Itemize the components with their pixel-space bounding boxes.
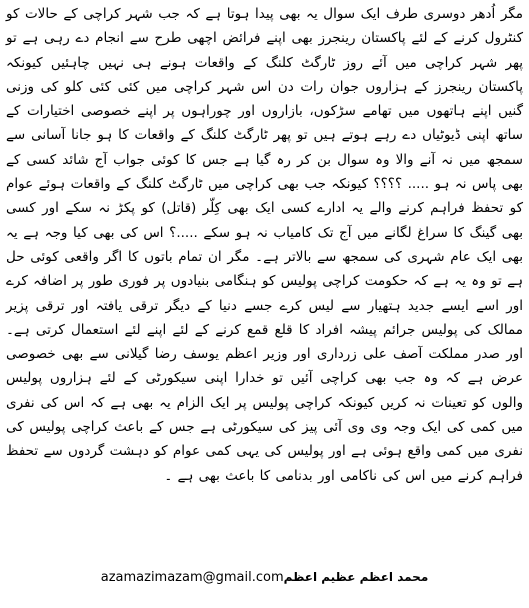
author-email: azamazimazam@gmail.com [100, 570, 284, 585]
author-signature [0, 570, 529, 585]
article-body: مگر اُدھر دوسری طرف ایک سوال یہ بھی پیدا ہوتا ہے کہ جب شہر کراچی کے حالات کو کنٹرول کرنے کے لئے پاکستان رینجرز بھی اپنے فرائض اچھی طرح سے انجام دے رہی ہے تو پھر شہر کراچی میں آئے روز ٹارگٹ کلنگ کے واقعات ہونے ہی نہیں چاہئیں کیونکہ پاکستان رینجرز کے ہزاروں جوان رات دن اس شہر کراچی میں کئی کئی کلو کی وزنی گنیں اپنے ہاتھوں میں تھامے سڑکوں، بازاروں اور چوراہوں پر اپنے خصوصی اختیارات کے ساتھ اپنی ڈیوٹیاں دے رہے ہوتے ہیں تو پھر ٹارگٹ کلنگ کے واقعات کا ہو جانا آسانی سے سمجھ میں نہ آنے والا وہ سوال بن کر رہ گیا ہے جس کا کوئی جواب آج شائد کسی کے بھی پاس نہ ہو ..... ؟؟؟؟ کیونکہ جب بھی کراچی میں ٹارگٹ کلنگ کے واقعات ہوئے عوام کو تحفظ فراہم کرنے والے یہ ادارے کسی ایک بھی کِلّر (قاتل) کو پکڑ نہ سکے اور کسی بھی گینگ کا سراغ لگانے میں آج تک کامیاب نہ ہو سکے .....؟ اس کی بھی کیا وجہ ہے یہ بھی ایک عام شہری کی سمجھ سے بالاتر ہے۔ مگر ان تمام باتوں کا اگر واقعی کوئی حل ہے تو وہ یہ ہے کہ حکومت کراچی پولیس کو ہنگامی بنیادوں پر فوری طور پر اضافہ کرے اور اسے ایسے جدید ہتھیار سے لیس کرے جسے دنیا کے دیگر ترقی یافتہ اور ترقی پزیر ممالک کی پولیس جرائم پیشہ افراد کا قلع قمع کرنے کے لئے اپنے لئے استعمال کرتی ہے۔ اور صدر مملکت آصف علی زرداری اور وزیر اعظم یوسف رضا گیلانی سے بھی خصوصی عرض ہے کہ وہ جب بھی کراچی آئیں تو خدارا اپنی سیکورٹی کے لئے ہزاروں پولیس والوں کو تعینات نہ کریں کیونکہ کراچی پولیس پر ایک الزام یہ بھی ہے کہ اس کی نفری میں کمی کی ایک وجہ وی وی آئی پیز کی سیکورٹی ہے جس کے باعث کراچی پولیس کی نفری میں کمی واقع ہوئی ہے اور پولیس کی یہی کمی عوام کو دہشت گردوں سے تحفظ فراہم کرنے میں اس کی ناکامی اور بدنامی کا باعث بھی ہے ۔ [6, 6, 523, 484]
author-name: محمد اعظم عظیم اعظم [283, 570, 429, 584]
